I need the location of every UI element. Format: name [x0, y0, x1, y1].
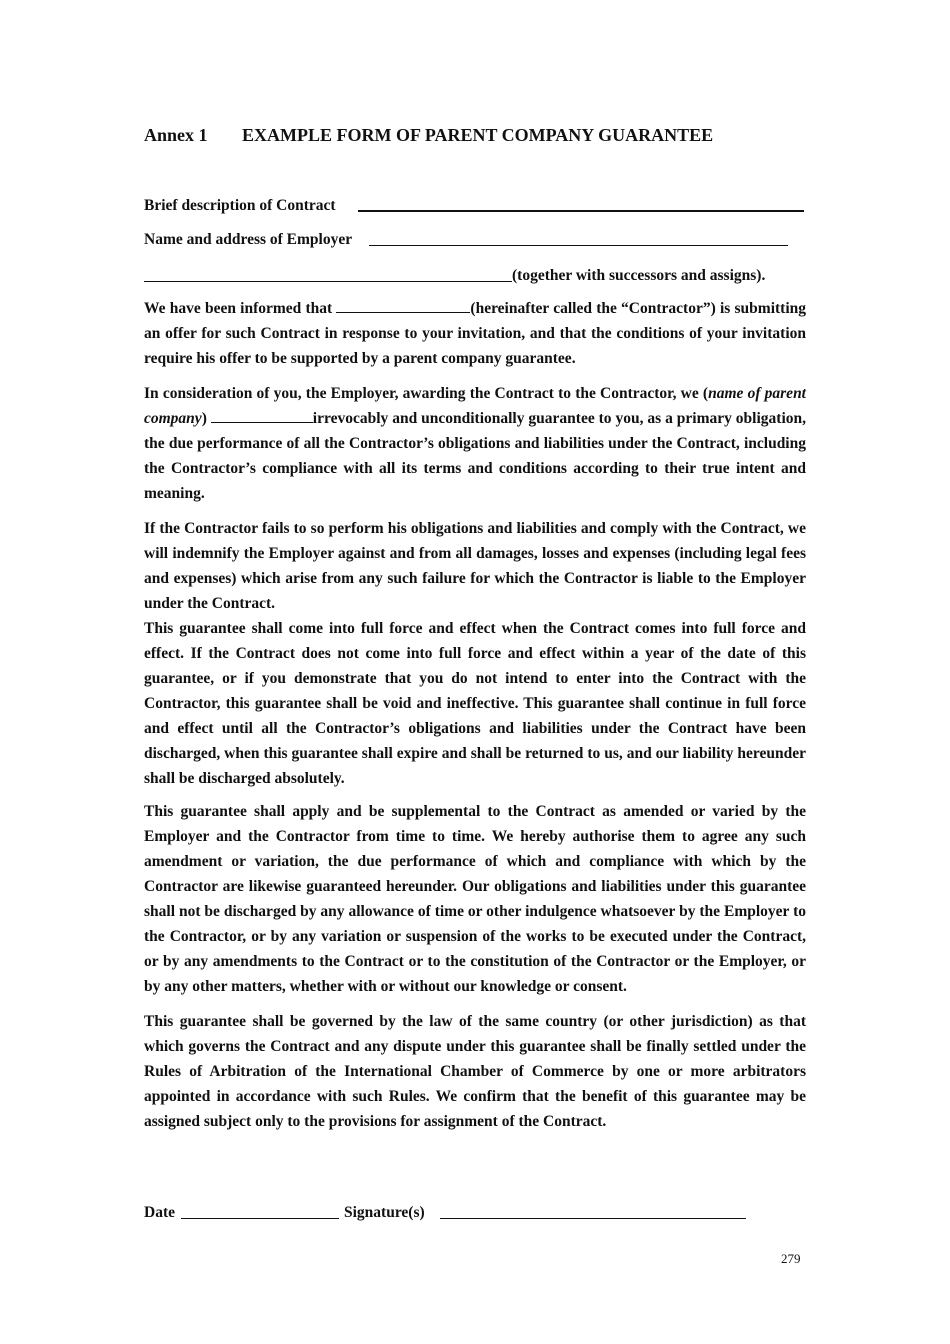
page-title [144, 125, 713, 146]
paragraph-governing-law: This guarantee shall be governed by the law of the same country (or other jurisdiction) as that which governs the Contract and any dispute under this guarantee shall be finally settled under the Rules of Arbitration of the International Chamber of Commerce by one or more arbitrators appointed in accordance with such Rules. We confirm that the benefit of this guarantee may be assigned subject only to the provisions for assignment of the Contract. [144, 1013, 806, 1130]
date-label: Date [144, 1204, 175, 1221]
signature-line[interactable] [440, 1218, 746, 1219]
annex-label: Annex 1 [144, 125, 208, 145]
paragraph-contractor-start: We have been informed that [144, 300, 333, 317]
parent-company-blank[interactable] [211, 409, 313, 423]
successors-label: (together with successors and assigns). [512, 267, 766, 284]
paragraph-consideration-rest: irrevocably and unconditionally guarantee to you, as a primary obligation, the due performance of all the Contractor’s obligations and liabilities under the Contract, including the Contractor’s compliance with all its terms and conditions according to their true intent and meaning. [144, 410, 807, 502]
page-number: 279 [781, 1251, 801, 1266]
paragraph-supplemental: This guarantee shall apply and be supplemental to the Contract as amended or varied by the Employer and the Contractor from time to time. We hereby authorise them to agree any such amendment or variation, the due performance of which and compliance with which by the Contractor are likewise guaranteed hereunder. Our obligations and liabilities under this guarantee shall not be discharged by any allowance of time or other indulgence whatsoever by the Employer to the Contractor, or by any variation or suspension of the works to be executed under the Contract, or by any amendments to the Contract or to the constitution of the Contractor or the Employer, or by any other matters, whether with or without our knowledge or consent. [144, 803, 806, 995]
guarantee-body-b [144, 799, 806, 1134]
contractor-name-blank[interactable] [336, 299, 470, 313]
signature-label: Signature(s) [344, 1204, 425, 1221]
employer-address-line[interactable] [144, 281, 512, 282]
employer-name-label: Name and address of Employer [144, 231, 353, 248]
contract-description-label: Brief description of Contract [144, 197, 336, 214]
parent-company-hint: name of parent company [144, 385, 806, 427]
paragraph-contractor-rest: (hereinafter called the “Contractor”) is submitting an offer for such Contract in response to your invitation, and that the conditions of your invitation require his offer to be supported by a parent company guarantee. [144, 300, 806, 367]
paragraph-consideration [144, 381, 806, 506]
employer-name-line[interactable] [369, 245, 788, 246]
paragraph-consideration-start: In consideration of you, the Employer, awarding the Contract to the Contractor, we ( [144, 385, 709, 402]
guarantee-body-a [144, 296, 806, 801]
paragraph-contractor [144, 296, 806, 371]
title-heading: EXAMPLE FORM OF PARENT COMPANY GUARANTEE [242, 125, 714, 145]
paragraph-effect: This guarantee shall come into full force and effect when the Contract comes into full force and effect. If the Contract does not come into full force and effect within a year of the date of this guarantee, or if you demonstrate that you do not intend to enter into the Contract with the Contractor, this guarantee shall be void and ineffective. This guarantee shall continue in full force and effect until all the Contractor’s obligations and liabilities under the Contract have been discharged, when this guarantee shall expire and shall be returned to us, and our liability hereunder shall be discharged absolutely. [144, 620, 806, 787]
paragraph-consideration-close: ) [201, 410, 207, 427]
paragraph-indemnity: If the Contractor fails to so perform his obligations and liabilities and comply with the Contract, we will indemnify the Employer against and from all damages, losses and expenses (including legal fees and expenses) which arise from any such failure for which the Contractor is liable to the Employer under the Contract. [144, 520, 806, 612]
date-line[interactable] [181, 1218, 339, 1219]
contract-description-line[interactable] [358, 210, 804, 212]
